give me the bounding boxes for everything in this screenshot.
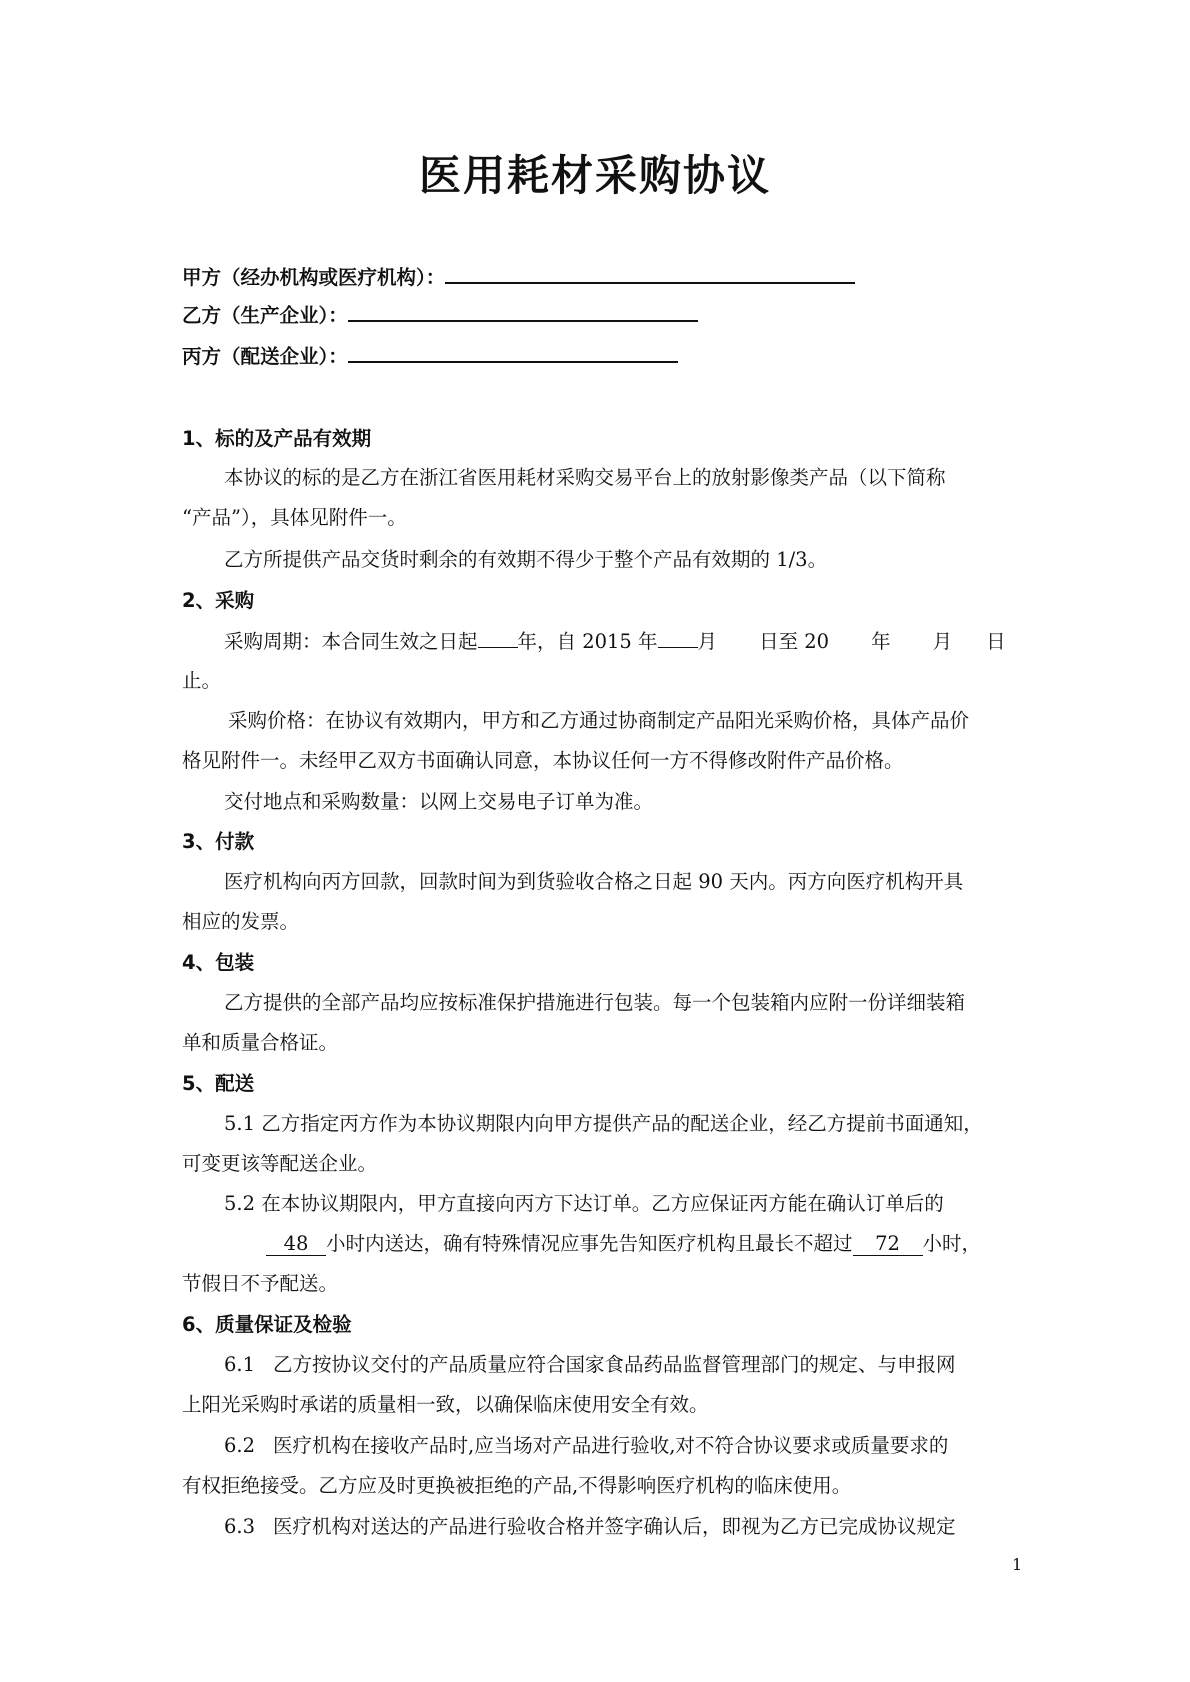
s6-2-text: 医疗机构在接收产品时,应当场对产品进行验收,对不符合协议要求或质量要求的 — [273, 1434, 949, 1457]
s5-2-text-b: 小时， — [922, 1232, 982, 1255]
s2-period-line-2: 止。 — [182, 669, 222, 692]
party-b-field — [182, 300, 698, 328]
section-5-heading: 5、配送 — [182, 1072, 255, 1095]
s5-2-line-3: 节假日不予配送。 — [182, 1272, 339, 1295]
s6-1-line-2: 上阳光采购时承诺的质量相一致，以确保临床使用安全有效。 — [182, 1393, 709, 1416]
s2-procurement-period-line — [224, 625, 1006, 654]
s3-paragraph-line-1: 医疗机构向丙方回款，回款时间为到货验收合格之日起 90 天内。丙方向医疗机构开具 — [224, 870, 964, 893]
s2-period-day-to: 日至 20 — [759, 630, 830, 653]
delivery-hours-field[interactable]: 48 — [266, 1233, 326, 1256]
s6-2-line-1 — [224, 1430, 948, 1458]
party-c-blank[interactable] — [348, 343, 678, 363]
s1-paragraph-1-line-2: “产品”），具体见附件一。 — [182, 506, 407, 529]
party-a-blank[interactable] — [445, 264, 855, 284]
s6-3-line-1 — [224, 1511, 956, 1539]
party-a-label: 甲方（经办机构或医疗机构）： — [182, 266, 446, 289]
s6-3-number: 6.3 — [224, 1515, 256, 1538]
s4-paragraph-line-1: 乙方提供的全部产品均应按标准保护措施进行包装。每一个包装箱内应附一份详细装箱 — [224, 991, 966, 1014]
s2-price-line-1: 采购价格：在协议有效期内，甲方和乙方通过协商制定产品阳光采购价格，具体产品价 — [228, 709, 970, 732]
page-number: 1 — [1012, 1555, 1023, 1574]
section-6-heading: 6、质量保证及检验 — [182, 1313, 352, 1336]
section-3-heading: 3、付款 — [182, 830, 255, 853]
s5-1-line-2: 可变更该等配送企业。 — [182, 1152, 378, 1175]
party-b-label: 乙方（生产企业）： — [182, 304, 348, 327]
s6-2-line-2: 有权拒绝接受。乙方应及时更换被拒绝的产品,不得影响医疗机构的临床使用。 — [182, 1474, 852, 1497]
s2-period-end-month: 月 — [932, 630, 953, 653]
s5-2-line-1: 5.2 在本协议期限内，甲方直接向丙方下达订单。乙方应保证丙方能在确认订单后的 — [224, 1192, 944, 1215]
s6-1-text: 乙方按协议交付的产品质量应符合国家食品药品监督管理部门的规定、与申报网 — [273, 1353, 956, 1376]
s5-1-line-1: 5.1 乙方指定丙方作为本协议期限内向甲方提供产品的配送企业，经乙方提前书面通知， — [224, 1112, 983, 1135]
s3-paragraph-line-2: 相应的发票。 — [182, 910, 300, 933]
s2-delivery-location: 交付地点和采购数量：以网上交易电子订单为准。 — [224, 790, 654, 813]
s4-paragraph-line-2: 单和质量合格证。 — [182, 1031, 339, 1054]
s1-paragraph-2: 乙方所提供产品交货时剩余的有效期不得少于整个产品有效期的 1/3。 — [224, 548, 828, 571]
party-a-field — [182, 262, 855, 290]
s6-3-text: 医疗机构对送达的产品进行验收合格并签字确认后，即视为乙方已完成协议规定 — [273, 1515, 956, 1538]
s2-period-end-year: 年 — [871, 630, 891, 653]
start-month-blank[interactable] — [658, 625, 698, 648]
s5-2-text-a: 小时内送达，确有特殊情况应事先告知医疗机构且最长不超过 — [326, 1232, 853, 1255]
party-c-field — [182, 341, 678, 369]
section-1-heading: 1、标的及产品有效期 — [182, 427, 372, 450]
document-title: 医用耗材采购协议 — [418, 151, 771, 200]
s2-price-line-2: 格见附件一。未经甲乙双方书面确认同意，本协议任何一方不得修改附件产品价格。 — [182, 749, 904, 772]
party-b-blank[interactable] — [348, 302, 698, 322]
party-c-label: 丙方（配送企业）： — [182, 345, 348, 368]
s2-period-from-year: 年，自 2015 年 — [517, 630, 658, 653]
s6-1-number: 6.1 — [224, 1353, 256, 1376]
s1-paragraph-1-line-1: 本协议的标的是乙方在浙江省医用耗材采购交易平台上的放射影像类产品（以下简称 — [224, 466, 946, 489]
max-hours-field[interactable]: 72 — [853, 1233, 923, 1256]
section-4-heading: 4、包装 — [182, 951, 255, 974]
s2-period-month: 月 — [697, 630, 718, 653]
section-2-heading: 2、采购 — [182, 589, 255, 612]
s5-2-line-2 — [266, 1228, 981, 1256]
s6-2-number: 6.2 — [224, 1434, 256, 1457]
s6-1-line-1 — [224, 1349, 956, 1377]
s2-period-end-day: 日 — [986, 630, 1006, 653]
s2-period-label: 采购周期：本合同生效之日起 — [224, 630, 478, 653]
period-years-blank[interactable] — [478, 625, 518, 648]
